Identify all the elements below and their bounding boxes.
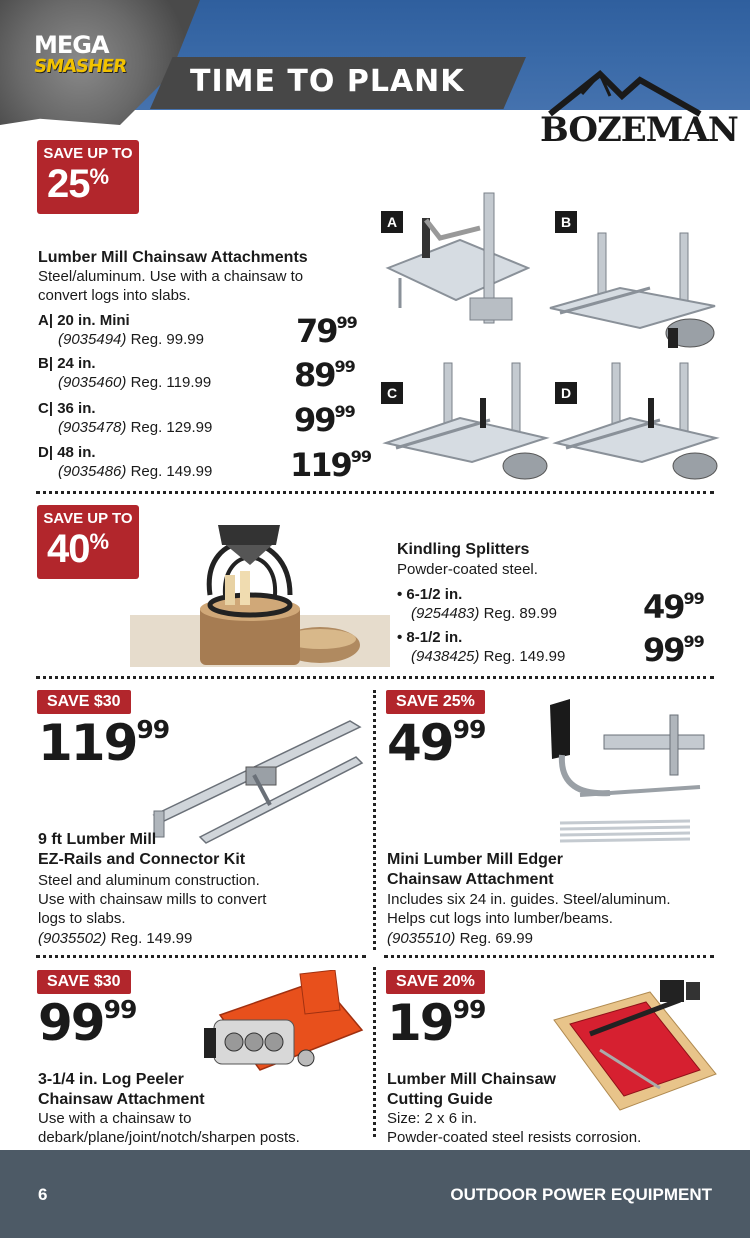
peeler-title-line1: 3-1/4 in. Log Peeler	[38, 1071, 184, 1088]
peeler-desc-line1: Use with a chainsaw to	[38, 1110, 192, 1127]
cutting-guide-image	[550, 970, 720, 1120]
kindling-splitter-image	[130, 505, 390, 667]
save-badge-kindling	[37, 505, 139, 579]
column-divider	[373, 967, 376, 1137]
kindling-description: Powder-coated steel.	[397, 561, 538, 578]
column-divider	[373, 690, 376, 950]
mill-b-price: $89^{99}$	[294, 356, 355, 394]
ez-rails-image	[150, 715, 365, 845]
save-badge-peeler: SAVE $30	[37, 970, 131, 994]
peeler-price: $99^{99}$	[38, 994, 137, 1052]
edger-desc-line2: Helps cut logs into lumber/beams.	[387, 910, 613, 927]
tag-b: B	[555, 211, 577, 233]
tag-d: D	[555, 382, 577, 404]
save-badge-guide: SAVE 20%	[386, 970, 485, 994]
guide-desc-line1: Size: 2 x 6 in.	[387, 1110, 478, 1127]
guide-desc-line2: Powder-coated steel resists corrosion.	[387, 1129, 642, 1146]
rails-desc-line3: logs to slabs.	[38, 910, 126, 927]
mill-c-reg-line: (9035478) Reg. 129.99	[58, 419, 213, 436]
badge-label: SAVE UP TO	[43, 145, 133, 162]
bozeman-logo: BOZEMAN	[540, 110, 738, 150]
edger-title-line1: Mini Lumber Mill Edger	[387, 851, 564, 868]
edger-reg-line: (9035510) Reg. 69.99	[387, 930, 533, 947]
guide-title-line2: Cutting Guide	[387, 1091, 493, 1108]
mills-title: Lumber Mill Chainsaw Attachments	[38, 249, 308, 266]
mill-a-size: A| 20 in. Mini	[38, 312, 130, 329]
kindling-large-reg-line: (9438425) Reg. 149.99	[411, 648, 566, 665]
mill-c-price: $99^{99}$	[294, 401, 355, 439]
mills-description: Steel/aluminum. Use with a chainsaw to convert logs into slabs.	[38, 268, 304, 304]
rails-title-line1: 9 ft Lumber Mill	[38, 831, 157, 848]
mill-c-size: C| 36 in.	[38, 400, 96, 417]
section-divider	[36, 491, 714, 494]
rails-title-line2: EZ-Rails and Connector Kit	[38, 851, 246, 868]
kindling-title: Kindling Splitters	[397, 541, 530, 558]
badge-percent: 40%	[47, 527, 109, 571]
rails-desc-line1: Steel and aluminum construction.	[38, 872, 260, 889]
brand-mega: MEGA	[34, 31, 109, 59]
save-badge-rails: SAVE $30	[37, 690, 131, 714]
tag-a: A	[381, 211, 403, 233]
kindling-small-size: • 6-1/2 in.	[397, 586, 463, 603]
edger-price: $49^{99}$	[387, 714, 486, 772]
mill-d-size: D| 48 in.	[38, 444, 96, 461]
mill-c-image	[380, 358, 550, 483]
kindling-large-price: $99^{99}$	[643, 631, 704, 669]
mill-a-image	[380, 188, 530, 348]
edger-desc-line1: Includes six 24 in. guides. Steel/aluminum.	[387, 891, 671, 908]
mill-b-size: B| 24 in.	[38, 355, 96, 372]
save-badge-edger: SAVE 25%	[386, 690, 485, 714]
badge-percent: 25%	[47, 162, 109, 206]
rails-price: $119^{99}$	[38, 714, 170, 772]
mill-a-price: $79^{99}$	[296, 312, 357, 350]
edger-image	[540, 695, 715, 845]
mill-d-image	[550, 358, 720, 483]
peeler-title-line2: Chainsaw Attachment	[38, 1091, 205, 1108]
guide-title-line1: Lumber Mill Chainsaw	[387, 1071, 556, 1088]
brand-smasher: SMASHER	[32, 56, 128, 77]
mill-a-reg-line: (9035494) Reg. 99.99	[58, 331, 204, 348]
mill-b-image	[540, 228, 720, 353]
kindling-small-reg-line: (9254483) Reg. 89.99	[411, 605, 557, 622]
save-badge-mills	[37, 140, 139, 214]
log-peeler-image	[200, 970, 365, 1080]
rails-reg-line: (9035502) Reg. 149.99	[38, 930, 193, 947]
section-name: OUTDOOR POWER EQUIPMENT	[450, 1185, 712, 1204]
mill-d-price: $119^{99}$	[290, 446, 372, 484]
guide-price: $19^{99}$	[387, 994, 486, 1052]
rails-desc-line2: Use with chainsaw mills to convert	[38, 891, 267, 908]
edger-title-line2: Chainsaw Attachment	[387, 871, 554, 888]
kindling-small-price: $49^{99}$	[643, 588, 704, 626]
tag-c: C	[381, 382, 403, 404]
peeler-desc-line2: debark/plane/joint/notch/sharpen posts.	[38, 1129, 300, 1146]
kindling-large-size: • 8-1/2 in.	[397, 629, 463, 646]
section-divider	[36, 676, 714, 679]
section-divider	[384, 955, 714, 958]
mill-d-reg-line: (9035486) Reg. 149.99	[58, 463, 213, 480]
page-number: 6	[38, 1185, 48, 1204]
badge-label: SAVE UP TO	[43, 510, 133, 527]
mill-b-reg-line: (9035460) Reg. 119.99	[58, 374, 212, 391]
page-title: TIME TO PLANK	[190, 64, 465, 99]
section-divider	[36, 955, 366, 958]
